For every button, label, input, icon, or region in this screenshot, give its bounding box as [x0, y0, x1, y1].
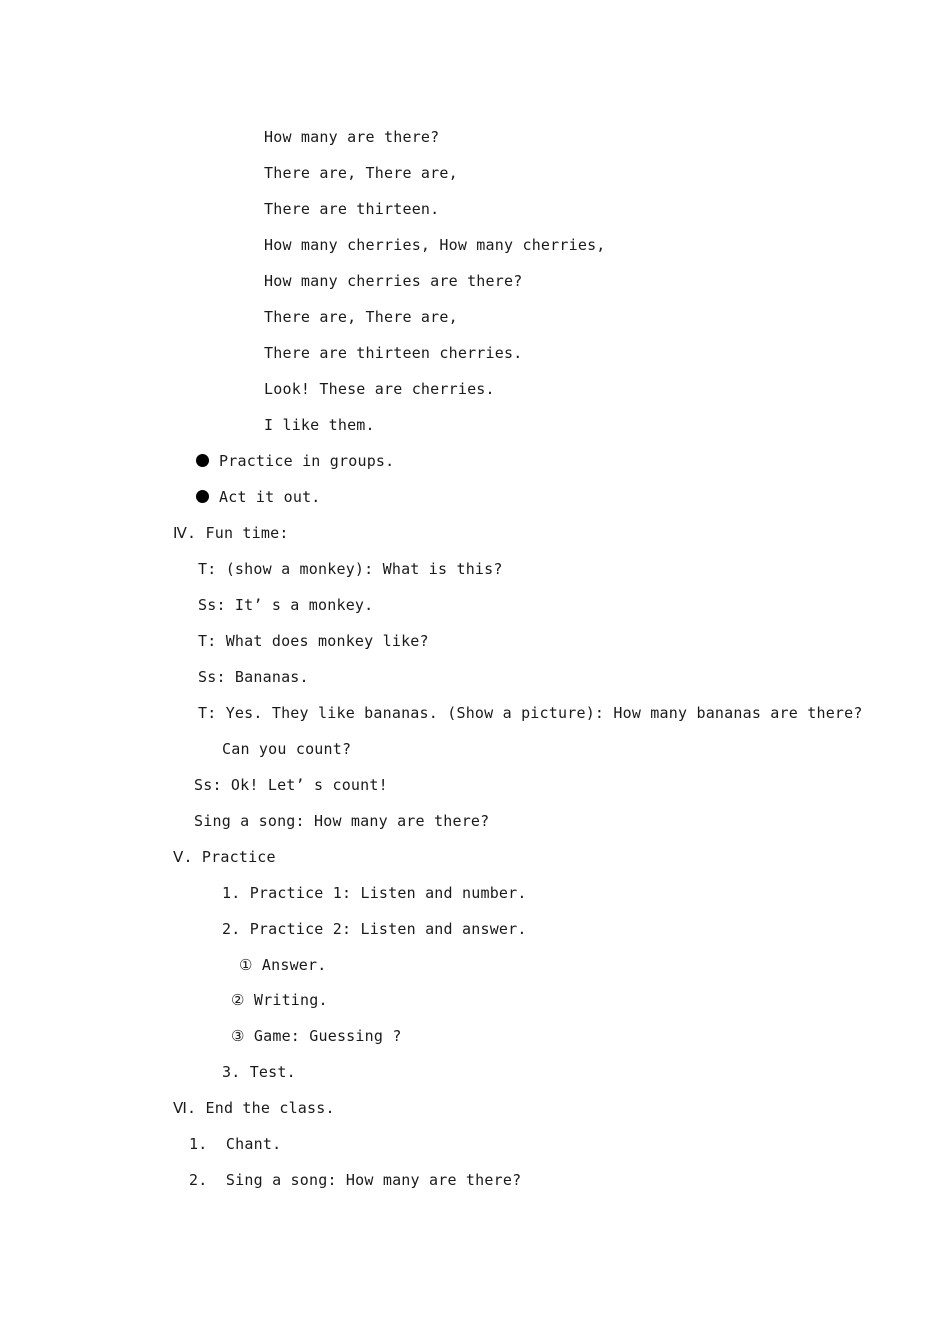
song-line: There are, There are, [264, 308, 458, 326]
dialogue-line: Sing a song: How many are there? [194, 812, 490, 830]
song-line: How many are there? [264, 128, 440, 146]
list-item: 1. Practice 1: Listen and number. [222, 884, 527, 902]
section-heading: Ⅵ. End the class. [173, 1099, 335, 1117]
dialogue-line: Ss: Ok! Let’ s count! [194, 776, 388, 794]
song-line: I like them. [264, 416, 375, 434]
song-line: There are thirteen. [264, 200, 440, 218]
dialogue-line: Ss: It’ s a monkey. [198, 596, 374, 614]
song-line: How many cherries are there? [264, 272, 523, 290]
bullet-text: Practice in groups. [219, 452, 395, 470]
section-heading: Ⅴ. Practice [173, 848, 276, 866]
song-line: There are thirteen cherries. [264, 344, 523, 362]
dialogue-line: Can you count? [222, 740, 352, 758]
song-line: How many cherries, How many cherries, [264, 236, 606, 254]
dialogue-line: T: Yes. They like bananas. (Show a picture): How many bananas are there? [198, 704, 863, 722]
dialogue-line: T: (show a monkey): What is this? [198, 560, 503, 578]
list-item: ① Answer. [239, 956, 327, 974]
dialogue-line: Ss: Bananas. [198, 668, 309, 686]
list-item: ③ Game: Guessing ? [231, 1027, 402, 1045]
bullet-text: Act it out. [219, 488, 321, 506]
bullet-icon [196, 454, 209, 467]
dialogue-line: T: What does monkey like? [198, 632, 429, 650]
list-item: 2. Practice 2: Listen and answer. [222, 920, 527, 938]
section-heading: Ⅳ. Fun time: [173, 524, 289, 542]
song-line: There are, There are, [264, 164, 458, 182]
bullet-icon [196, 490, 209, 503]
list-item: ② Writing. [231, 991, 328, 1009]
list-item: 3. Test. [222, 1063, 296, 1081]
song-line: Look! These are cherries. [264, 380, 495, 398]
list-item: 2. Sing a song: How many are there? [189, 1171, 522, 1189]
list-item: 1. Chant. [189, 1135, 282, 1153]
